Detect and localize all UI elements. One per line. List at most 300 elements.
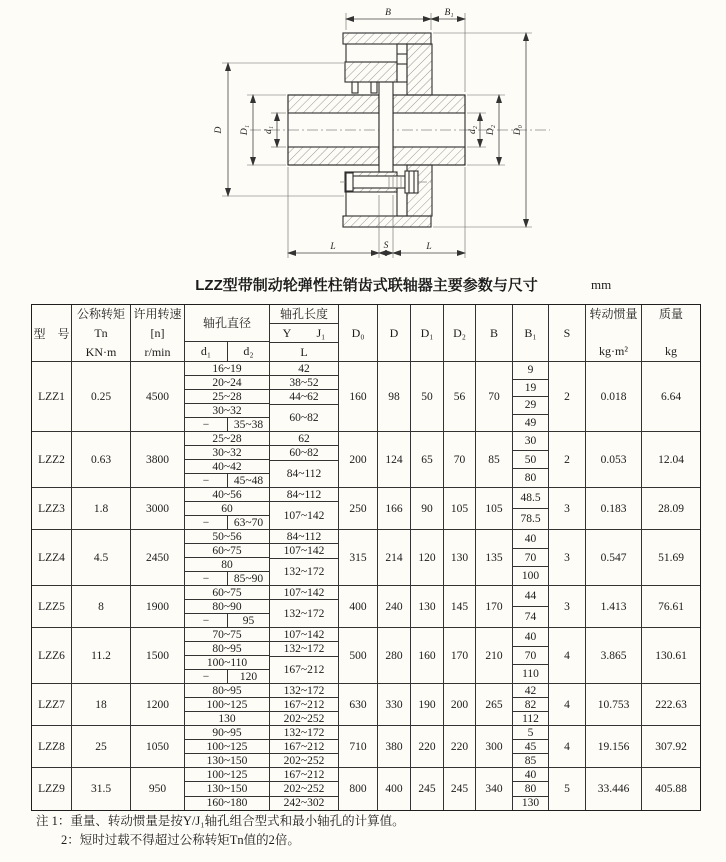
table-row bbox=[32, 628, 700, 684]
D1-cell: 130 bbox=[411, 586, 444, 627]
torque-cell: 0.63 bbox=[72, 432, 131, 487]
B1-cell bbox=[513, 665, 548, 683]
B1-value: 80 bbox=[524, 782, 537, 795]
B1-stack bbox=[513, 488, 549, 529]
length-cell bbox=[270, 362, 338, 376]
bore-length-stack bbox=[270, 530, 339, 585]
table-body bbox=[32, 362, 700, 810]
model-cell: LZZ5 bbox=[32, 586, 72, 627]
bore-row bbox=[185, 474, 269, 487]
length-value: 62 bbox=[298, 432, 310, 445]
length-value: 107~142 bbox=[283, 544, 325, 557]
header-B1 bbox=[513, 305, 549, 361]
bore-length-stack bbox=[270, 726, 339, 767]
B-cell: 300 bbox=[476, 726, 513, 767]
B1-cell bbox=[513, 488, 548, 509]
length-cell bbox=[270, 544, 338, 558]
B-cell: 135 bbox=[476, 530, 513, 585]
B1-value: 130 bbox=[521, 797, 540, 810]
bore-row bbox=[185, 404, 269, 418]
table-row bbox=[32, 530, 700, 586]
D-cell: 214 bbox=[378, 530, 411, 585]
bore-row bbox=[185, 376, 269, 390]
header-D2 bbox=[444, 305, 476, 361]
length-value: 132~172 bbox=[283, 684, 325, 697]
D1-cell: 220 bbox=[411, 726, 444, 767]
length-cell bbox=[270, 642, 338, 656]
bore-length-stack bbox=[270, 432, 339, 487]
bore-row bbox=[185, 628, 269, 642]
D1-cell: 160 bbox=[411, 628, 444, 683]
B1-cell bbox=[513, 451, 548, 470]
B1-cell bbox=[513, 628, 548, 647]
header-B1-label: B₁ bbox=[524, 325, 537, 340]
page-title: LZZ型带制动轮弹性柱销齿式联轴器主要参数与尺寸 bbox=[195, 277, 538, 294]
bore-row bbox=[185, 488, 269, 502]
D-cell: 280 bbox=[378, 628, 411, 683]
bore-range: 80~95 bbox=[212, 684, 242, 697]
B1-stack bbox=[513, 530, 549, 585]
D0-cell: 315 bbox=[339, 530, 378, 585]
bore-d2: 63~70 bbox=[233, 516, 264, 529]
inertia-cell: 0.018 bbox=[586, 362, 642, 431]
header-torque-line3: KN·m bbox=[85, 345, 117, 359]
mass-cell: 307.92 bbox=[655, 740, 687, 753]
B1-value: 85 bbox=[524, 754, 537, 767]
B1-cell bbox=[513, 726, 548, 740]
mass-cell: 51.69 bbox=[658, 551, 684, 564]
dim-label-L-right: L bbox=[426, 242, 432, 252]
bore-d2: 95 bbox=[242, 614, 255, 627]
model-cell: LZZ2 bbox=[32, 432, 72, 487]
bore-row bbox=[185, 446, 269, 460]
header-D bbox=[378, 305, 411, 361]
length-cell bbox=[270, 768, 338, 782]
length-value: 107~142 bbox=[283, 509, 325, 522]
B1-cell bbox=[513, 567, 548, 585]
bore-d1: − bbox=[185, 572, 228, 585]
bore-row bbox=[185, 656, 269, 670]
length-cell bbox=[270, 559, 338, 586]
B-cell: 265 bbox=[476, 684, 513, 725]
mass-cell: 130.61 bbox=[655, 649, 687, 662]
length-cell bbox=[270, 628, 338, 642]
B1-value: 45 bbox=[524, 740, 537, 753]
header-inertia bbox=[586, 305, 642, 361]
D2-cell: 130 bbox=[444, 530, 476, 585]
B-cell: 340 bbox=[476, 768, 513, 810]
length-value: 84~112 bbox=[286, 530, 322, 543]
speed-cell: 3800 bbox=[131, 432, 185, 487]
B1-value: 40 bbox=[524, 532, 537, 545]
inertia-cell: 0.053 bbox=[586, 432, 642, 487]
header-mass-label: 质量 bbox=[658, 307, 683, 321]
bore-row bbox=[185, 572, 269, 585]
D2-cell: 105 bbox=[444, 488, 476, 529]
bore-row bbox=[185, 516, 269, 529]
bore-range: 70~75 bbox=[212, 628, 242, 641]
bore-row bbox=[185, 782, 269, 796]
D0-cell: 200 bbox=[339, 432, 378, 487]
torque-cell: 31.5 bbox=[72, 768, 131, 810]
B1-cell bbox=[513, 415, 548, 432]
dim-label-D2: D₂ bbox=[486, 124, 496, 136]
B1-value: 42 bbox=[524, 684, 537, 697]
bore-range: 16~19 bbox=[212, 362, 242, 375]
model-cell: LZZ1 bbox=[32, 362, 72, 431]
B1-cell bbox=[513, 397, 548, 415]
bore-diameter-stack bbox=[185, 530, 270, 585]
B1-value: 112 bbox=[522, 712, 539, 725]
B1-value: 70 bbox=[524, 551, 537, 564]
header-D1-label: D₁ bbox=[420, 325, 434, 340]
bore-row bbox=[185, 390, 269, 404]
header-S bbox=[549, 305, 586, 361]
bore-range: 90~95 bbox=[212, 726, 242, 739]
header-model-label: 型 号 bbox=[33, 326, 70, 341]
B1-value: 9 bbox=[527, 364, 534, 377]
B1-stack bbox=[513, 432, 549, 487]
length-cell bbox=[270, 797, 338, 810]
B1-value: 19 bbox=[524, 381, 537, 394]
D1-cell: 65 bbox=[411, 432, 444, 487]
B1-value: 110 bbox=[522, 668, 539, 681]
length-value: 167~212 bbox=[283, 740, 325, 753]
bore-row bbox=[185, 600, 269, 614]
bore-d1: − bbox=[185, 474, 228, 487]
length-cell bbox=[270, 684, 338, 698]
bore-row bbox=[185, 754, 269, 767]
header-mass bbox=[642, 305, 700, 361]
D2-cell: 200 bbox=[444, 684, 476, 725]
B1-cell bbox=[513, 380, 548, 398]
bore-range: 20~24 bbox=[212, 376, 242, 389]
B1-value: 40 bbox=[524, 630, 537, 643]
mass-cell: 12.04 bbox=[658, 453, 684, 466]
B1-value: 82 bbox=[524, 698, 537, 711]
header-j1: J₁ bbox=[316, 325, 326, 340]
D-cell: 380 bbox=[378, 726, 411, 767]
inertia-cell: 19.156 bbox=[586, 726, 642, 767]
model-cell: LZZ8 bbox=[32, 726, 72, 767]
length-value: 44~62 bbox=[289, 391, 319, 403]
D1-cell: 50 bbox=[411, 362, 444, 431]
B1-value: 30 bbox=[524, 434, 537, 447]
dim-label-S: S bbox=[383, 241, 389, 251]
B1-value: 40 bbox=[524, 768, 537, 781]
speed-cell: 2450 bbox=[131, 530, 185, 585]
bore-range: 25~28 bbox=[212, 432, 242, 445]
speed-cell: 1200 bbox=[131, 684, 185, 725]
length-cell bbox=[270, 405, 338, 431]
B1-cell bbox=[513, 684, 548, 698]
model-cell: LZZ9 bbox=[32, 768, 72, 810]
length-value: 84~112 bbox=[286, 488, 322, 501]
bore-length-stack bbox=[270, 768, 339, 810]
length-cell bbox=[270, 600, 338, 627]
B1-value: 70 bbox=[524, 649, 537, 662]
D-cell: 166 bbox=[378, 488, 411, 529]
dim-label-B: B bbox=[385, 8, 391, 18]
header-speed-line1: 许用转速 bbox=[133, 307, 182, 321]
bore-range: 40~42 bbox=[212, 460, 242, 473]
length-cell bbox=[270, 432, 338, 446]
bore-d2: 120 bbox=[239, 670, 258, 683]
D2-cell: 70 bbox=[444, 432, 476, 487]
header-torque-line2: Tn bbox=[94, 326, 108, 340]
header-bore-diameter bbox=[185, 305, 270, 361]
bore-row bbox=[185, 614, 269, 627]
header-d1: d₁ bbox=[185, 342, 228, 361]
length-value: 202~252 bbox=[283, 754, 325, 767]
S-cell: 5 bbox=[549, 768, 586, 810]
header-bore-length bbox=[270, 305, 339, 361]
bore-range: 100~125 bbox=[206, 698, 248, 711]
B-cell: 85 bbox=[476, 432, 513, 487]
B1-cell bbox=[513, 469, 548, 487]
B1-cell bbox=[513, 712, 548, 725]
dim-label-D: D bbox=[214, 126, 224, 134]
B1-cell bbox=[513, 362, 548, 380]
length-cell bbox=[270, 712, 338, 725]
header-D-label: D bbox=[389, 325, 399, 340]
B1-cell bbox=[513, 740, 548, 754]
length-cell bbox=[270, 488, 338, 502]
bore-range: 25~28 bbox=[212, 390, 242, 403]
table-row bbox=[32, 684, 700, 726]
B1-cell bbox=[513, 698, 548, 712]
bore-range: 100~125 bbox=[206, 740, 248, 753]
D0-cell: 250 bbox=[339, 488, 378, 529]
length-value: 42 bbox=[298, 362, 310, 375]
length-value: 132~172 bbox=[283, 726, 325, 739]
header-speed-line3: r/min bbox=[144, 345, 171, 359]
inertia-cell: 3.865 bbox=[586, 628, 642, 683]
inertia-cell: 33.446 bbox=[586, 768, 642, 810]
length-cell bbox=[270, 726, 338, 740]
B1-stack bbox=[513, 684, 549, 725]
table-row bbox=[32, 432, 700, 488]
table-header bbox=[32, 305, 700, 362]
length-value: 132~172 bbox=[283, 565, 325, 578]
bore-range: 60~75 bbox=[212, 586, 242, 599]
header-D2-label: D₂ bbox=[453, 325, 466, 340]
S-cell: 2 bbox=[549, 362, 586, 431]
parameter-table bbox=[31, 304, 701, 811]
D-cell: 400 bbox=[378, 768, 411, 810]
header-mass-unit: kg bbox=[665, 344, 677, 358]
unit-label: mm bbox=[591, 277, 612, 292]
bore-length-stack bbox=[270, 586, 339, 627]
B1-cell bbox=[513, 754, 548, 767]
inertia-cell: 0.547 bbox=[586, 530, 642, 585]
B1-stack bbox=[513, 628, 549, 683]
torque-cell: 0.25 bbox=[72, 362, 131, 431]
D1-cell: 245 bbox=[411, 768, 444, 810]
bore-d2: 35~38 bbox=[233, 418, 264, 431]
length-cell bbox=[270, 376, 338, 390]
bore-range: 60~75 bbox=[212, 544, 242, 557]
bore-diameter-stack bbox=[185, 362, 270, 431]
length-value: 60~82 bbox=[289, 411, 319, 424]
length-value: 38~52 bbox=[289, 376, 319, 389]
B1-value: 44 bbox=[524, 590, 537, 602]
mass-cell: 28.09 bbox=[658, 502, 684, 515]
bore-diameter-stack bbox=[185, 586, 270, 627]
length-value: 107~142 bbox=[283, 586, 325, 599]
bore-row bbox=[185, 684, 269, 698]
D0-cell: 630 bbox=[339, 684, 378, 725]
torque-cell: 25 bbox=[72, 726, 131, 767]
B1-stack bbox=[513, 768, 549, 810]
B1-stack bbox=[513, 726, 549, 767]
bore-d1: − bbox=[185, 614, 228, 627]
model-cell: LZZ6 bbox=[32, 628, 72, 683]
D2-cell: 220 bbox=[444, 726, 476, 767]
bore-range: 130~150 bbox=[206, 754, 248, 767]
length-cell bbox=[270, 446, 338, 460]
bore-row bbox=[185, 362, 269, 376]
inertia-cell: 1.413 bbox=[586, 586, 642, 627]
header-bore-length-label: 轴孔长度 bbox=[270, 305, 338, 324]
bore-diameter-stack bbox=[185, 488, 270, 529]
model-cell: LZZ3 bbox=[32, 488, 72, 529]
S-cell: 3 bbox=[549, 530, 586, 585]
B1-cell bbox=[513, 432, 548, 451]
B1-value: 5 bbox=[527, 726, 534, 739]
bore-range: 100~125 bbox=[206, 768, 248, 781]
S-cell: 3 bbox=[549, 586, 586, 627]
speed-cell: 3000 bbox=[131, 488, 185, 529]
D2-cell: 170 bbox=[444, 628, 476, 683]
bore-range: 160~180 bbox=[206, 797, 248, 810]
bore-length-stack bbox=[270, 362, 339, 431]
header-S-label: S bbox=[563, 325, 571, 340]
dim-label-D1: D₁ bbox=[240, 124, 250, 136]
table-row bbox=[32, 726, 700, 768]
header-B bbox=[476, 305, 513, 361]
speed-cell: 1900 bbox=[131, 586, 185, 627]
B1-value: 48.5 bbox=[520, 492, 541, 504]
torque-cell: 11.2 bbox=[72, 628, 131, 683]
header-D0-label: D₀ bbox=[351, 325, 365, 340]
bore-d2: 85~90 bbox=[233, 572, 264, 585]
coupling-section-drawing bbox=[0, 0, 726, 272]
footnotes bbox=[36, 812, 405, 850]
length-value: 167~212 bbox=[283, 768, 325, 781]
B1-stack bbox=[513, 586, 549, 627]
bore-row bbox=[185, 712, 269, 725]
B1-cell bbox=[513, 647, 548, 666]
bore-row bbox=[185, 460, 269, 474]
bore-row bbox=[185, 726, 269, 740]
bore-range: 80~90 bbox=[212, 600, 242, 613]
S-cell: 4 bbox=[549, 684, 586, 725]
length-cell bbox=[270, 740, 338, 754]
length-cell bbox=[270, 586, 338, 600]
length-value: 167~212 bbox=[283, 663, 325, 676]
mass-cell: 76.61 bbox=[658, 600, 684, 613]
table-row bbox=[32, 768, 700, 810]
length-value: 242~302 bbox=[283, 797, 325, 810]
bore-range: 50~56 bbox=[212, 530, 242, 543]
length-cell bbox=[270, 754, 338, 767]
bore-row bbox=[185, 642, 269, 656]
footnote-2: 2：短时过载不得超过公称转矩Tn值的2倍。 bbox=[61, 833, 300, 847]
bore-length-stack bbox=[270, 684, 339, 725]
B-cell: 70 bbox=[476, 362, 513, 431]
bore-range: 60 bbox=[221, 502, 233, 515]
bore-row bbox=[185, 558, 269, 572]
inertia-cell: 10.753 bbox=[586, 684, 642, 725]
length-value: 107~142 bbox=[283, 628, 325, 641]
header-inertia-unit: kg·m² bbox=[599, 344, 628, 358]
bore-row bbox=[185, 530, 269, 544]
header-speed bbox=[131, 305, 185, 361]
B1-cell bbox=[513, 607, 548, 627]
header-B-label: B bbox=[489, 325, 498, 340]
bore-range: 30~32 bbox=[212, 404, 242, 417]
dim-label-D0: D₀ bbox=[513, 124, 523, 136]
bore-range: 30~32 bbox=[212, 446, 242, 459]
bore-row bbox=[185, 432, 269, 446]
B1-cell bbox=[513, 530, 548, 549]
header-D0 bbox=[339, 305, 378, 361]
D0-cell: 800 bbox=[339, 768, 378, 810]
B-cell: 170 bbox=[476, 586, 513, 627]
B1-stack bbox=[513, 362, 549, 431]
table-row bbox=[32, 488, 700, 530]
bore-d1: − bbox=[185, 418, 228, 431]
header-d2: d₂ bbox=[243, 344, 254, 358]
inertia-cell: 0.183 bbox=[586, 488, 642, 529]
B1-value: 78.5 bbox=[520, 513, 541, 525]
torque-cell: 1.8 bbox=[72, 488, 131, 529]
dim-label-d1: d₁ bbox=[264, 125, 274, 135]
bore-row bbox=[185, 768, 269, 782]
B1-value: 100 bbox=[521, 570, 540, 583]
table-row bbox=[32, 362, 700, 432]
bore-row bbox=[185, 740, 269, 754]
length-value: 84~112 bbox=[286, 467, 322, 480]
bore-row bbox=[185, 670, 269, 683]
pin-web-section bbox=[379, 82, 393, 172]
D2-cell: 56 bbox=[444, 362, 476, 431]
bore-range: 40~56 bbox=[212, 488, 242, 501]
torque-cell: 8 bbox=[72, 586, 131, 627]
B1-cell bbox=[513, 549, 548, 568]
header-torque-line1: 公称转矩 bbox=[76, 307, 125, 321]
mass-cell: 6.64 bbox=[660, 390, 682, 403]
header-y: Y bbox=[282, 325, 292, 340]
bore-range: 130~150 bbox=[206, 782, 248, 795]
bore-diameter-stack bbox=[185, 768, 270, 810]
bore-row bbox=[185, 698, 269, 712]
D1-cell: 190 bbox=[411, 684, 444, 725]
B1-value: 50 bbox=[524, 453, 537, 466]
header-model bbox=[32, 305, 72, 361]
bore-d2: 45~48 bbox=[233, 474, 264, 487]
length-cell bbox=[270, 530, 338, 544]
length-cell bbox=[270, 698, 338, 712]
header-L: L bbox=[300, 345, 308, 359]
D-cell: 240 bbox=[378, 586, 411, 627]
length-cell bbox=[270, 461, 338, 488]
bore-row bbox=[185, 586, 269, 600]
bore-diameter-stack bbox=[185, 628, 270, 683]
speed-cell: 1500 bbox=[131, 628, 185, 683]
D0-cell: 710 bbox=[339, 726, 378, 767]
